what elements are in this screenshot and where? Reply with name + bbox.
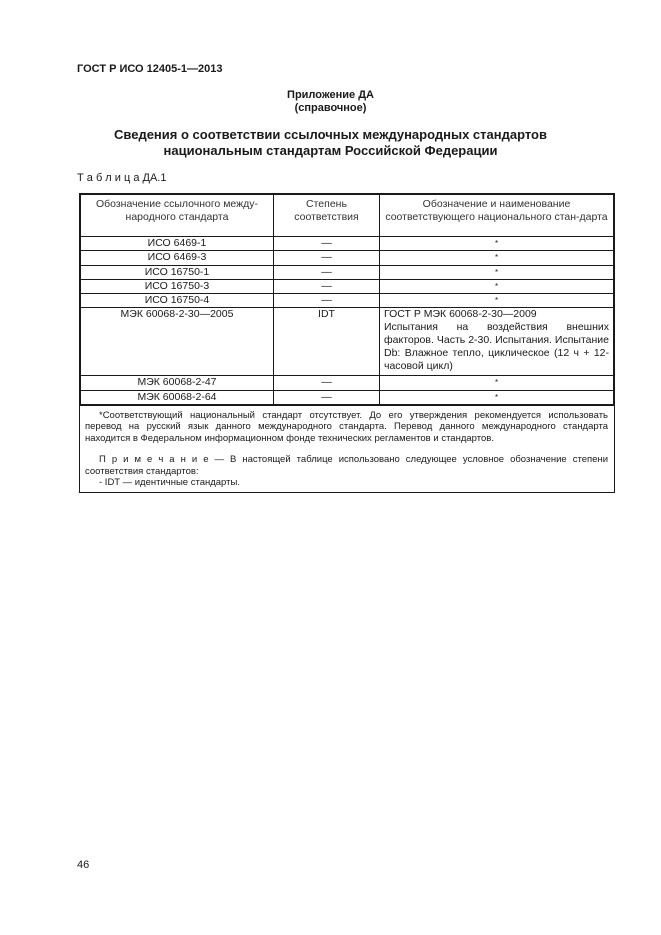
footnote-mark: * [494,392,499,402]
cell-degree: — [274,265,380,279]
cell-national [380,265,614,279]
cell-degree: — [274,279,380,293]
national-standard-title: Испытания на воздействия внешних факторов. Часть 2-30. Испытания. Испытание Db: Влажное тепло, циклическое (12 ч + 12-часовой цикл) [384,321,609,373]
cell-reference: МЭК 60068-2-64 [81,390,274,404]
appendix-subtitle: (справочное) [294,102,367,114]
table-row [81,251,614,265]
correspondence-table [80,194,614,405]
table-row [81,265,614,279]
page-title-line-1: Сведения о соответствии ссылочных международных стандартов [114,127,547,142]
cell-degree: — [274,376,380,390]
cell-national [380,237,614,251]
page-title-line-2: национальным стандартам Российской Федерации [163,143,498,158]
footnote-mark: * [494,239,499,248]
cell-reference: МЭК 60068-2-30—2005 [81,308,274,376]
header-reference-standard: Обозначение ссылочного между-народного стандарта [81,195,274,237]
table-row [81,237,614,251]
cell-degree: IDT [274,308,380,376]
table-caption: Т а б л и ц а ДА.1 [77,172,167,184]
note-paragraph [85,454,608,477]
footnote-text: *Соответствующий национальный стандарт отсутствует. До его утверждения рекомендуется использовать перевод на русский язык данного международного стандарта. Перевод данного международного стандарта находится в Федеральном информационном фонде технических регламентов и стандартов. [85,409,608,444]
table-row [81,294,614,308]
cell-national [380,279,614,293]
table-row [81,376,614,390]
note-label: П р и м е ч а н и е [99,454,209,466]
table-row [81,390,614,404]
table-header-row [81,195,614,237]
cell-reference: ИСО 16750-4 [81,294,274,308]
cell-reference: ИСО 6469-3 [81,251,274,265]
footnote-mark: * [494,296,499,306]
cell-degree: — [274,390,380,404]
appendix-title: Приложение ДА [287,89,374,101]
header-degree: Степень соответствия [274,195,380,237]
cell-reference: ИСО 16750-1 [81,265,274,279]
note-text: — В настоящей таблице использовано следующее условное обозначение степени соответствия стандартов: [85,454,608,477]
header-national-standard: Обозначение и наименование соответствующего национального стан-дарта [380,195,614,237]
footnote-mark: * [494,267,499,277]
table-row [81,279,614,293]
cell-reference: ИСО 6469-1 [81,237,274,251]
cell-national [380,251,614,265]
table-row [81,308,614,376]
cell-reference: МЭК 60068-2-47 [81,376,274,390]
cell-national [380,390,614,404]
table-notes [80,405,614,492]
cell-national [380,308,614,376]
cell-national [380,376,614,390]
document-code: ГОСТ Р ИСО 12405-1—2013 [77,63,223,75]
footnote-mark: * [494,281,499,291]
cell-national [380,294,614,308]
cell-degree: — [274,237,380,251]
cell-degree: — [274,294,380,308]
footnote-mark: * [494,378,499,388]
note-item: - IDT — идентичные стандарты. [99,477,240,489]
page-title [0,127,661,159]
footnote-mark: * [494,253,499,263]
cell-reference: ИСО 16750-3 [81,279,274,293]
national-standard-code: ГОСТ Р МЭК 60068-2-30—2009 [384,308,537,321]
cell-degree: — [274,251,380,265]
page-number: 46 [77,859,90,871]
correspondence-table-frame [79,193,615,493]
